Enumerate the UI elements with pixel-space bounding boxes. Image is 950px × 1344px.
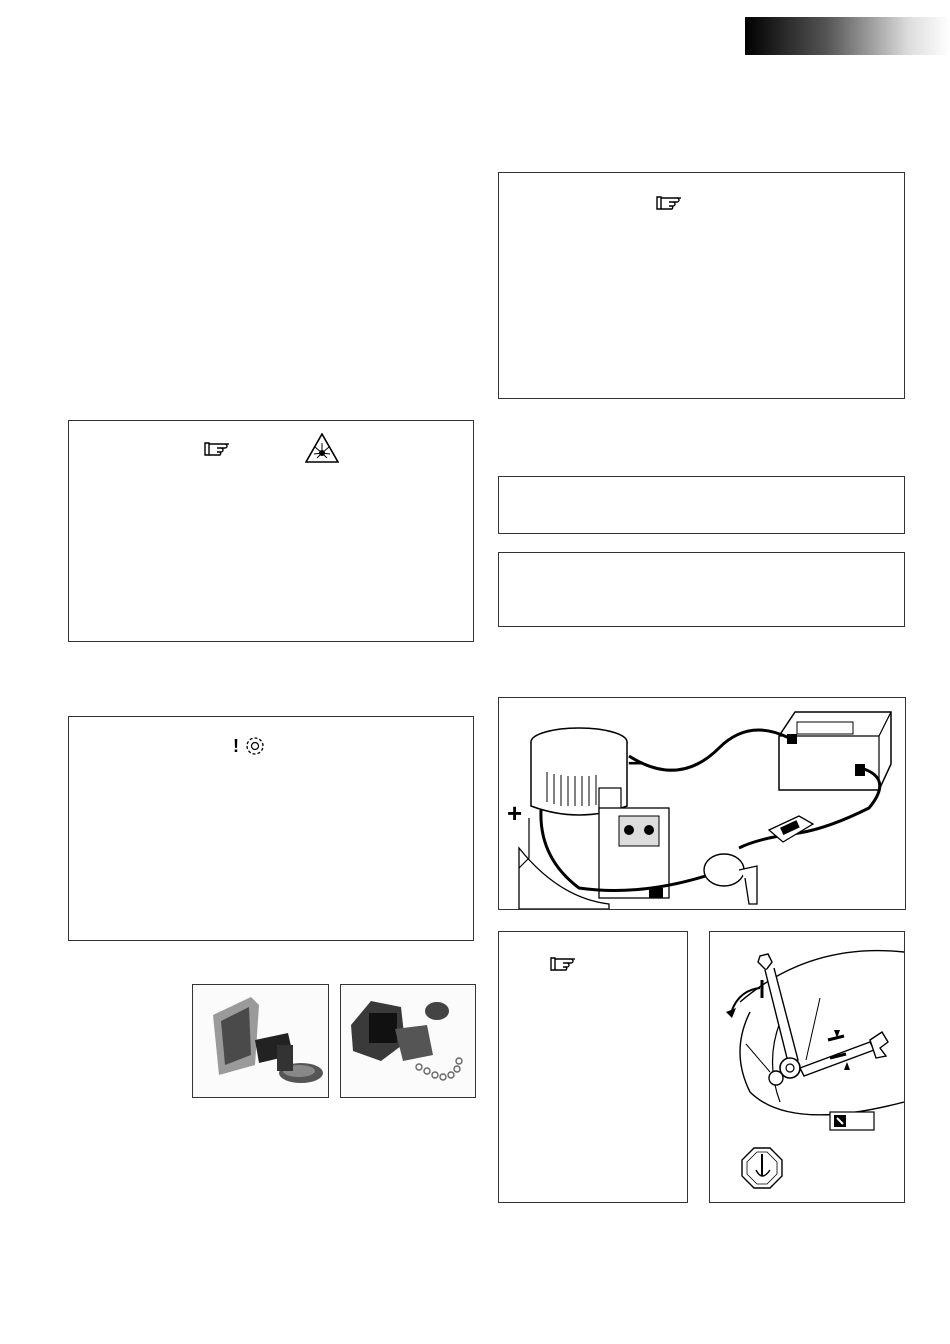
- warning-box-explosion: [68, 420, 474, 642]
- connector-photo-1: [192, 984, 329, 1098]
- connector-photo-2: [340, 984, 476, 1098]
- note-box-top: [498, 172, 905, 399]
- caution-gear-icon: [233, 733, 267, 759]
- wiring-diagram: [498, 697, 906, 910]
- battery-illustration: [779, 712, 891, 790]
- negative-label: –: [628, 746, 643, 776]
- wrench-illustration-box: [709, 931, 905, 1203]
- note-box-bottom: [498, 931, 688, 1203]
- pointing-hand-icon: [203, 439, 233, 459]
- battery-switch-illustration: [704, 854, 757, 904]
- pointing-hand-icon: [549, 954, 579, 974]
- info-box-2: [498, 552, 905, 627]
- pointing-hand-icon: [655, 193, 685, 213]
- torque-octagon-icon: [742, 1148, 782, 1188]
- info-box-1: [498, 476, 905, 534]
- tool-badge-icon: [830, 1112, 874, 1130]
- positive-label: +: [507, 798, 523, 828]
- section-header-bar: [745, 17, 950, 55]
- explosion-warning-icon: [305, 433, 339, 463]
- svg-text:!: !: [233, 736, 239, 756]
- caution-box-gear: [68, 716, 474, 941]
